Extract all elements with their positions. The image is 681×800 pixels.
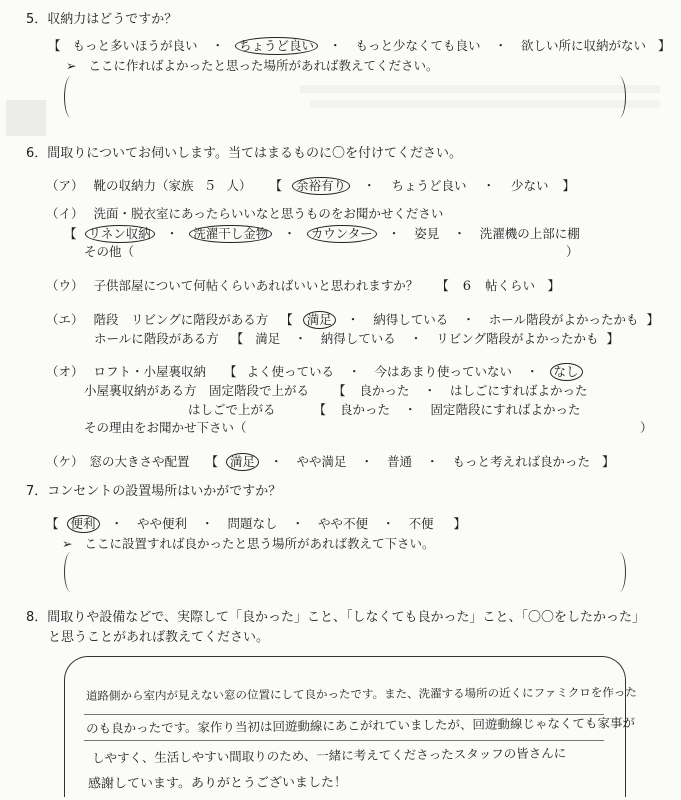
q8-comment-line: 感謝しています。ありがとうございました！ xyxy=(87,775,348,792)
arrow-icon: ➢ xyxy=(66,58,77,73)
separator: ・ xyxy=(494,38,508,53)
q6-ke-row: （ケ） 窓の大きさや配置 【 満足 ・ やや満足 ・ 普通 ・ もっと考えれば良かった 】 xyxy=(46,454,615,469)
q6-a-option-few[interactable]: 少ない xyxy=(511,178,549,193)
q6-e-row: （エ） 階段 リビングに階段がある方 【 満足 ・ 納得している ・ ホール階段がよかったかも 】 xyxy=(46,312,660,327)
q6-a-option-just[interactable]: ちょうど良い xyxy=(391,178,467,193)
q7-option-no-problem[interactable]: 問題なし xyxy=(227,516,278,531)
q7-option-inconvenient[interactable]: 不便 xyxy=(408,516,434,531)
q8-title: 8．間取りや設備などで、実際して「良かった」こと、「しなくても良かった」こと、「〇〇をしたかった」 xyxy=(26,610,646,625)
q5-prompt xyxy=(66,58,438,74)
q6-e-hall-option-accept[interactable]: 納得している xyxy=(320,331,396,346)
q6-a-option-ample[interactable]: 余裕有り xyxy=(292,177,350,195)
separator: ・ xyxy=(211,38,225,53)
q6-ke-option-rethink[interactable]: もっと考えれば良かった xyxy=(452,454,591,469)
q5-option-less[interactable]: もっと少なくても良い xyxy=(355,38,481,53)
q6-u-text: 子供部屋について何帖くらいあればいいと思われますか？ xyxy=(93,278,419,293)
q6-a-text-post: 人） xyxy=(226,178,252,193)
q6-i-option-linen[interactable]: リネン収納 xyxy=(85,225,155,243)
q6-ke-option-mostly[interactable]: やや満足 xyxy=(296,454,347,469)
q6-u-answer[interactable]: 6 xyxy=(462,279,472,294)
q6-a-row: （ア） 靴の収納力（家族 ５ 人） 【 余裕有り ・ ちょうど良い ・ 少ない 】 xyxy=(46,178,576,194)
q6-i-other-label: その他（ xyxy=(84,244,135,259)
separator: ・ xyxy=(329,38,342,53)
bracket-open: 【 xyxy=(48,38,61,53)
q5-prompt-text: ここに作ればよかったと思った場所があれば教えてください。 xyxy=(88,58,439,73)
q6-o-ladder-text: はしごで上がる xyxy=(188,402,276,417)
q6-o-text: ロフト・小屋裏収納 xyxy=(93,364,207,379)
q6-o-reason xyxy=(84,420,247,436)
q6-o-fixed-option-good[interactable]: 良かった xyxy=(359,383,410,398)
q8-comment-line: のも良かったです。家作り当初は回遊動線にあこがれていましたが、回遊動線じゃなくても家事が xyxy=(85,715,636,736)
q7-option-somewhat-inconvenient[interactable]: やや不便 xyxy=(318,516,369,531)
q5-option-want-more[interactable]: 欲しい所に収納がない xyxy=(521,38,647,53)
q6-o-fixed-text: 小屋裏収納がある方 固定階段で上がる xyxy=(84,383,310,398)
q7-prompt-text: ここに設置すれば良かったと思う場所があれば教えて下さい。 xyxy=(84,536,435,551)
q6-i-label: （イ） xyxy=(46,206,84,221)
q7-option-convenient[interactable]: 便利 xyxy=(67,515,100,533)
q6-i-option-laundry-rack[interactable]: 洗濯干し金物 xyxy=(189,225,272,243)
q6-e-hall-option-satisfied[interactable]: 満足 xyxy=(255,331,281,346)
q6-u-unit: 帖くらい 】 xyxy=(485,278,561,293)
q6-e-option-hall[interactable]: ホール階段がよかったかも xyxy=(488,312,639,327)
q6-ke-option-satisfied[interactable]: 満足 xyxy=(226,453,259,471)
q6-o-row: （オ） ロフト・小屋裏収納 【 よく使っている ・ 今はあまり使っていない ・ なし xyxy=(46,364,580,380)
q6-a-label: （ア） xyxy=(46,178,84,193)
q6-title: 6．間取りについてお伺いします。当てはまるものに〇を付けてください。 xyxy=(26,146,462,161)
q8-title-2: と思うことがあれば教えてください。 xyxy=(48,630,270,645)
q7-options: 【 便利 ・ やや便利 ・ 問題なし ・ やや不便 ・ 不便 】 xyxy=(46,516,467,531)
q6-i-other-close: ） xyxy=(566,244,579,259)
q6-e-hall-row: ホールに階段がある方 【 満足 ・ 納得している ・ リビング階段がよかったかも 】 xyxy=(94,331,620,346)
q6-i-option-mirror[interactable]: 姿見 xyxy=(414,226,440,241)
q6-i-option-shelf[interactable]: 洗濯機の上部に棚 xyxy=(479,226,580,241)
q5-options xyxy=(48,38,671,54)
q6-e-text: 階段 リビングに階段がある方 xyxy=(93,312,269,327)
q6-a-text: 靴の収納力（家族 xyxy=(93,178,194,193)
q6-i-options: 【 リネン収納 ・ 洗濯干し金物 ・ カウンター ・ 姿見 ・ 洗濯機の上部に棚 xyxy=(64,226,580,241)
q6-o-reason-label: その理由をお聞かせ下さい（ xyxy=(84,420,247,435)
q6-e-label: （エ） xyxy=(46,312,84,327)
q6-o-reason-close: ） xyxy=(640,420,653,435)
q6-o-fixed-option-ladder[interactable]: はしごにすればよかった xyxy=(450,383,588,398)
q6-o-ladder-option-fixed[interactable]: 固定階段にすればよかった xyxy=(430,402,581,417)
q6-i-row xyxy=(46,206,443,222)
q5-answer-box[interactable] xyxy=(64,76,626,118)
q6-o-option-rarely[interactable]: 今はあまり使っていない xyxy=(374,364,513,379)
q6-ke-option-normal[interactable]: 普通 xyxy=(387,454,413,469)
comment-rule xyxy=(84,740,604,741)
q6-o-fixed-row: 小屋裏収納がある方 固定階段で上がる 【 良かった ・ はしごにすればよかった xyxy=(84,383,588,398)
q6-o-ladder-option-good[interactable]: 良かった xyxy=(340,402,391,417)
bracket-close: 】 xyxy=(658,38,671,53)
q6-o-option-often[interactable]: よく使っている xyxy=(246,364,335,379)
q7-option-somewhat-convenient[interactable]: やや便利 xyxy=(137,516,188,531)
q8-comment-line: 道路側から室内が見えない窓の位置にして良かったです。また、洗濯する場所の近くにファミクロを作った xyxy=(85,685,637,703)
q6-e-hall-text: ホールに階段がある方 xyxy=(94,331,219,346)
q6-u-label: （ウ） xyxy=(46,278,84,293)
q6-ke-label: （ケ） xyxy=(46,454,84,469)
q6-o-option-none[interactable]: なし xyxy=(550,363,583,381)
q6-a-family-count[interactable]: ５ xyxy=(203,179,217,194)
q6-o-label: （オ） xyxy=(46,364,84,379)
q6-o-ladder-row: はしごで上がる 【 良かった ・ 固定階段にすればよかった xyxy=(188,402,581,417)
q6-i-other xyxy=(84,244,134,260)
q8-comment-line: しやすく、生活しやすい間取りのため、一緒に考えてくださったスタッフの皆さんに xyxy=(91,745,567,766)
q5-title: 5．収納力はどうですか？ xyxy=(26,12,178,27)
q6-i-text: 洗面・脱衣室にあったらいいなと思うものをお聞かせください xyxy=(93,206,444,221)
q7-answer-box[interactable] xyxy=(64,552,626,592)
q7-prompt xyxy=(62,536,434,552)
q6-e-hall-option-living[interactable]: リビング階段がよかったかも xyxy=(436,331,599,346)
q5-option-just-right[interactable]: ちょうど良い xyxy=(235,37,318,55)
q6-e-option-satisfied[interactable]: 満足 xyxy=(303,311,336,329)
q6-u-row xyxy=(46,278,560,295)
bleed-mark xyxy=(6,100,46,136)
q5-option-more[interactable]: もっと多いほうが良い xyxy=(72,38,198,53)
arrow-icon: ➢ xyxy=(62,536,73,551)
q6-e-option-accept[interactable]: 納得している xyxy=(373,312,449,327)
q6-ke-text: 窓の大きさや配置 xyxy=(89,454,190,469)
q6-i-option-counter[interactable]: カウンター xyxy=(307,225,377,243)
bracket-open: 【 xyxy=(436,278,449,293)
q7-title: 7．コンセントの設置場所はいかがですか？ xyxy=(26,484,282,499)
